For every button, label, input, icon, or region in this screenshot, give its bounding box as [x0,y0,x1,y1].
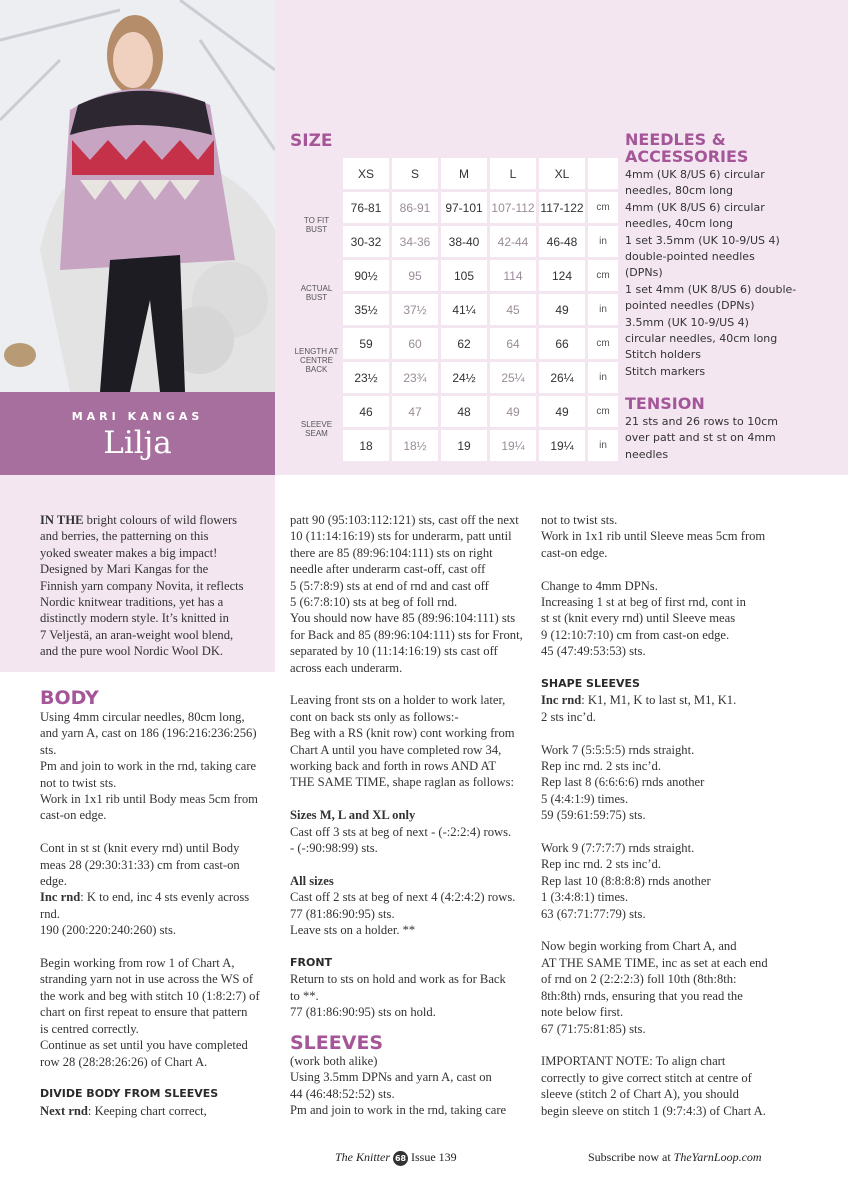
table-cell: 59 [343,328,389,359]
tension-heading: TENSION [625,394,705,413]
table-cell: 34-36 [392,226,438,257]
table-cell: 35½ [343,294,389,325]
table-cell: 41¼ [441,294,487,325]
table-row [293,260,618,291]
table-cell: 18½ [392,430,438,461]
body-heading: BODY [40,687,99,709]
all-sizes-subheading: All sizes [290,873,334,888]
table-cell: 30-32 [343,226,389,257]
table-cell: 38-40 [441,226,487,257]
unit-cell: in [588,362,618,393]
intro-text: IN THE bright colours of wild flowers and berries, the patterning on this yoked sweater makes a big impact! Designed by Mari Kangas for the Finnish yarn company Novita, it reflects Nordic knitwear traditions, yet has a distinctly modern style. It’s knitted in 7 Veljestä, an aran-weight wool blend, and the pure wool Nordic Wool DK. [40,513,244,659]
table-cell: 37½ [392,294,438,325]
table-cell: 49 [539,294,585,325]
needles-list: 4mm (UK 8/US 6) circular needles, 80cm long 4mm (UK 8/US 6) circular needles, 40cm long 1 set 3.5mm (UK 10-9/US 4) double-pointed needles (DPNs) 1 set 4mm (UK 8/US 6) double- pointed needles (DPNs) 3.5mm (UK 10-9/US 4) circular needles, 40cm long Stitch holders Stitch markers [625,168,797,378]
tension-text: 21 sts and 26 rows to 10cm over patt and st st on 4mm needles [625,415,778,461]
table-cell: 107-112 [490,192,536,223]
table-cell: 25¼ [490,362,536,393]
table-cell: 124 [539,260,585,291]
table-cell: 46-48 [539,226,585,257]
table-row [293,192,618,223]
table-cell: 46 [343,396,389,427]
unit-cell: cm [588,328,618,359]
sleeve-instructions: not to twist sts. Work in 1x1 rib until Sleeve meas 5cm from cast-on edge. Change to 4mm DPNs. Increasing 1 st at beg of first rnd, cont in st st (knit every rnd) until Sleeve meas 9 (12:10:7:10) cm from cast-on edge. 45 (47:49:53:53) sts. SHAPE SLEEVES Inc rnd: K1, M1, K to last st, M1, K1. 2 sts inc’d. Work 7 (5:5:5:5) rnds straight. Rep inc rnd. 2 sts inc’d. Rep last 8 (6:6:6:6) rnds another 5 (4:4:1:9) times. 59 (59:61:59:75) sts. Work 9 (7:7:7:7) rnds straight. Rep inc rnd. 2 sts inc’d. Rep last 10 (8:8:8:8) rnds another 1 (3:4:8:1) times. 63 (67:71:77:79) sts. Now begin working from Chart A, and AT THE SAME TIME, inc as set at each end of rnd on 2 (2:2:2:3) foll 10th (8th:8th: 8th:8th) rnds, ensuring that you read the note below first. 67 (71:75:81:85) sts. IMPORTANT NOTE: To align chart correctly to give correct stitch at centre of sleeve (stitch 2 of Chart A), you should begin sleeve on stitch 1 (9:7:4:3) of Chart A. [541,512,781,1119]
table-cell: 90½ [343,260,389,291]
size-heading: SIZE [290,131,333,151]
sizes-subheading: Sizes M, L and XL only [290,808,416,823]
pattern-title: Lilja [103,425,172,461]
sleeves-heading: SLEEVES [290,1032,384,1054]
table-cell: 64 [490,328,536,359]
table-cell: 26¼ [539,362,585,393]
unit-cell: cm [588,260,618,291]
table-cell: 49 [539,396,585,427]
table-cell: 19 [441,430,487,461]
table-cell: 114 [490,260,536,291]
table-cell: 95 [392,260,438,291]
divide-heading: DIVIDE BODY FROM SLEEVES [40,1087,219,1101]
unit-cell: cm [588,396,618,427]
size-table [290,155,621,464]
table-row [293,362,618,393]
unit-cell: in [588,430,618,461]
body-instructions: Using 4mm circular needles, 80cm long, and yarn A, cast on 186 (196:216:236:256) sts. Pm and join to work in the rnd, taking care not to twist sts. Work in 1x1 rib until Body meas 5cm from cast-on edge. Cont in st st (knit every rnd) until Body meas 28 (29:30:31:33) cm from cast-on edge. Inc rnd: K to end, inc 4 sts evenly across rnd. 190 (200:220:240:260) sts. Begin working from row 1 of Chart A, stranding yarn not in use across the WS of the work and beg with stitch 10 (1:8:2:7) of chart on first repeat to ensure that pattern is centred correctly. Continue as set until you have completed row 28 (28:28:26:26) of Chart A. DIVIDE BODY FROM SLEEVES Next rnd: Keeping chart correct, [40,709,275,1119]
table-cell: 49 [490,396,536,427]
table-cell: 24½ [441,362,487,393]
size-col-header: L [490,158,536,189]
table-cell: 47 [392,396,438,427]
unit-cell: in [588,226,618,257]
table-cell: 105 [441,260,487,291]
table-cell: 23½ [343,362,389,393]
size-col-header: S [392,158,438,189]
front-heading: FRONT [290,955,333,969]
table-cell: 60 [392,328,438,359]
table-cell: 97-101 [441,192,487,223]
table-cell: 48 [441,396,487,427]
table-row [293,396,618,427]
unit-cell: in [588,294,618,325]
row-label: ACTUAL BUST [293,260,340,325]
table-row [293,328,618,359]
footer-magazine: The Knitter 68 Issue 139 [335,1150,457,1164]
table-cell: 42-44 [490,226,536,257]
table-row [293,226,618,257]
table-cell: 18 [343,430,389,461]
size-col-header: M [441,158,487,189]
table-row [293,294,618,325]
table-cell: 86-91 [392,192,438,223]
size-col-header: XL [539,158,585,189]
table-cell: 76-81 [343,192,389,223]
designer-name: MARI KANGAS [71,410,204,423]
table-row [293,430,618,461]
table-cell: 66 [539,328,585,359]
table-cell: 117-122 [539,192,585,223]
unit-cell: cm [588,192,618,223]
site-link[interactable]: TheYarnLoop.com [673,1150,762,1164]
table-cell: 62 [441,328,487,359]
back-instructions: patt 90 (95:103:112:121) sts, cast off the next 10 (11:14:16:19) sts for underarm, patt until there are 85 (89:96:104:111) sts on right needle after underarm cast-off, cast off 5 (5:7:8:9) sts at end of rnd and cast off 5 (6:7:8:10) sts at beg of foll rnd. You should now have 85 (89:96:104:111) sts for Back and 85 (89:96:104:111) sts for Front, separated by 10 (11:14:16:19) sts cast off across each underarm. Leaving front sts on a holder to work later, cont on back sts only as follows:- Beg with a RS (knit row) cont working from Chart A until you have completed row 34, working back and forth in rows AND AT THE SAME TIME, shape raglan as follows: Sizes M, L and XL only Cast off 3 sts at beg of next - (-:2:2:4) rows. - (-:90:98:99) sts. All sizes Cast off 2 sts at beg of next 4 (4:2:4:2) rows. 77 (81:86:90:95) sts. Leave sts on a holder. ** FRONT Return to sts on hold and work as for Back to **. 77 (81:86:90:95) sts on hold. [290,512,530,1021]
table-cell: 45 [490,294,536,325]
sleeves-instructions: (work both alike) Using 3.5mm DPNs and yarn A, cast on 44 (46:48:52:52) sts. Pm and join to work in the rnd, taking care [290,1054,507,1118]
title-bar [0,392,275,475]
sweater-photo [0,0,275,392]
table-cell: 19¼ [490,430,536,461]
table-cell: 23¾ [392,362,438,393]
needles-heading: NEEDLES & ACCESSORIES [625,130,749,166]
row-label: TO FIT BUST [293,192,340,257]
size-header-row [293,158,618,189]
row-label: SLEEVE SEAM [293,396,340,461]
shape-sleeves-heading: SHAPE SLEEVES [541,677,640,691]
row-label: LENGTH AT CENTRE BACK [293,328,340,393]
page-number: 68 [393,1151,408,1166]
size-col-header: XS [343,158,389,189]
footer-subscribe: Subscribe now at TheYarnLoop.com [588,1150,762,1164]
table-cell: 19¼ [539,430,585,461]
